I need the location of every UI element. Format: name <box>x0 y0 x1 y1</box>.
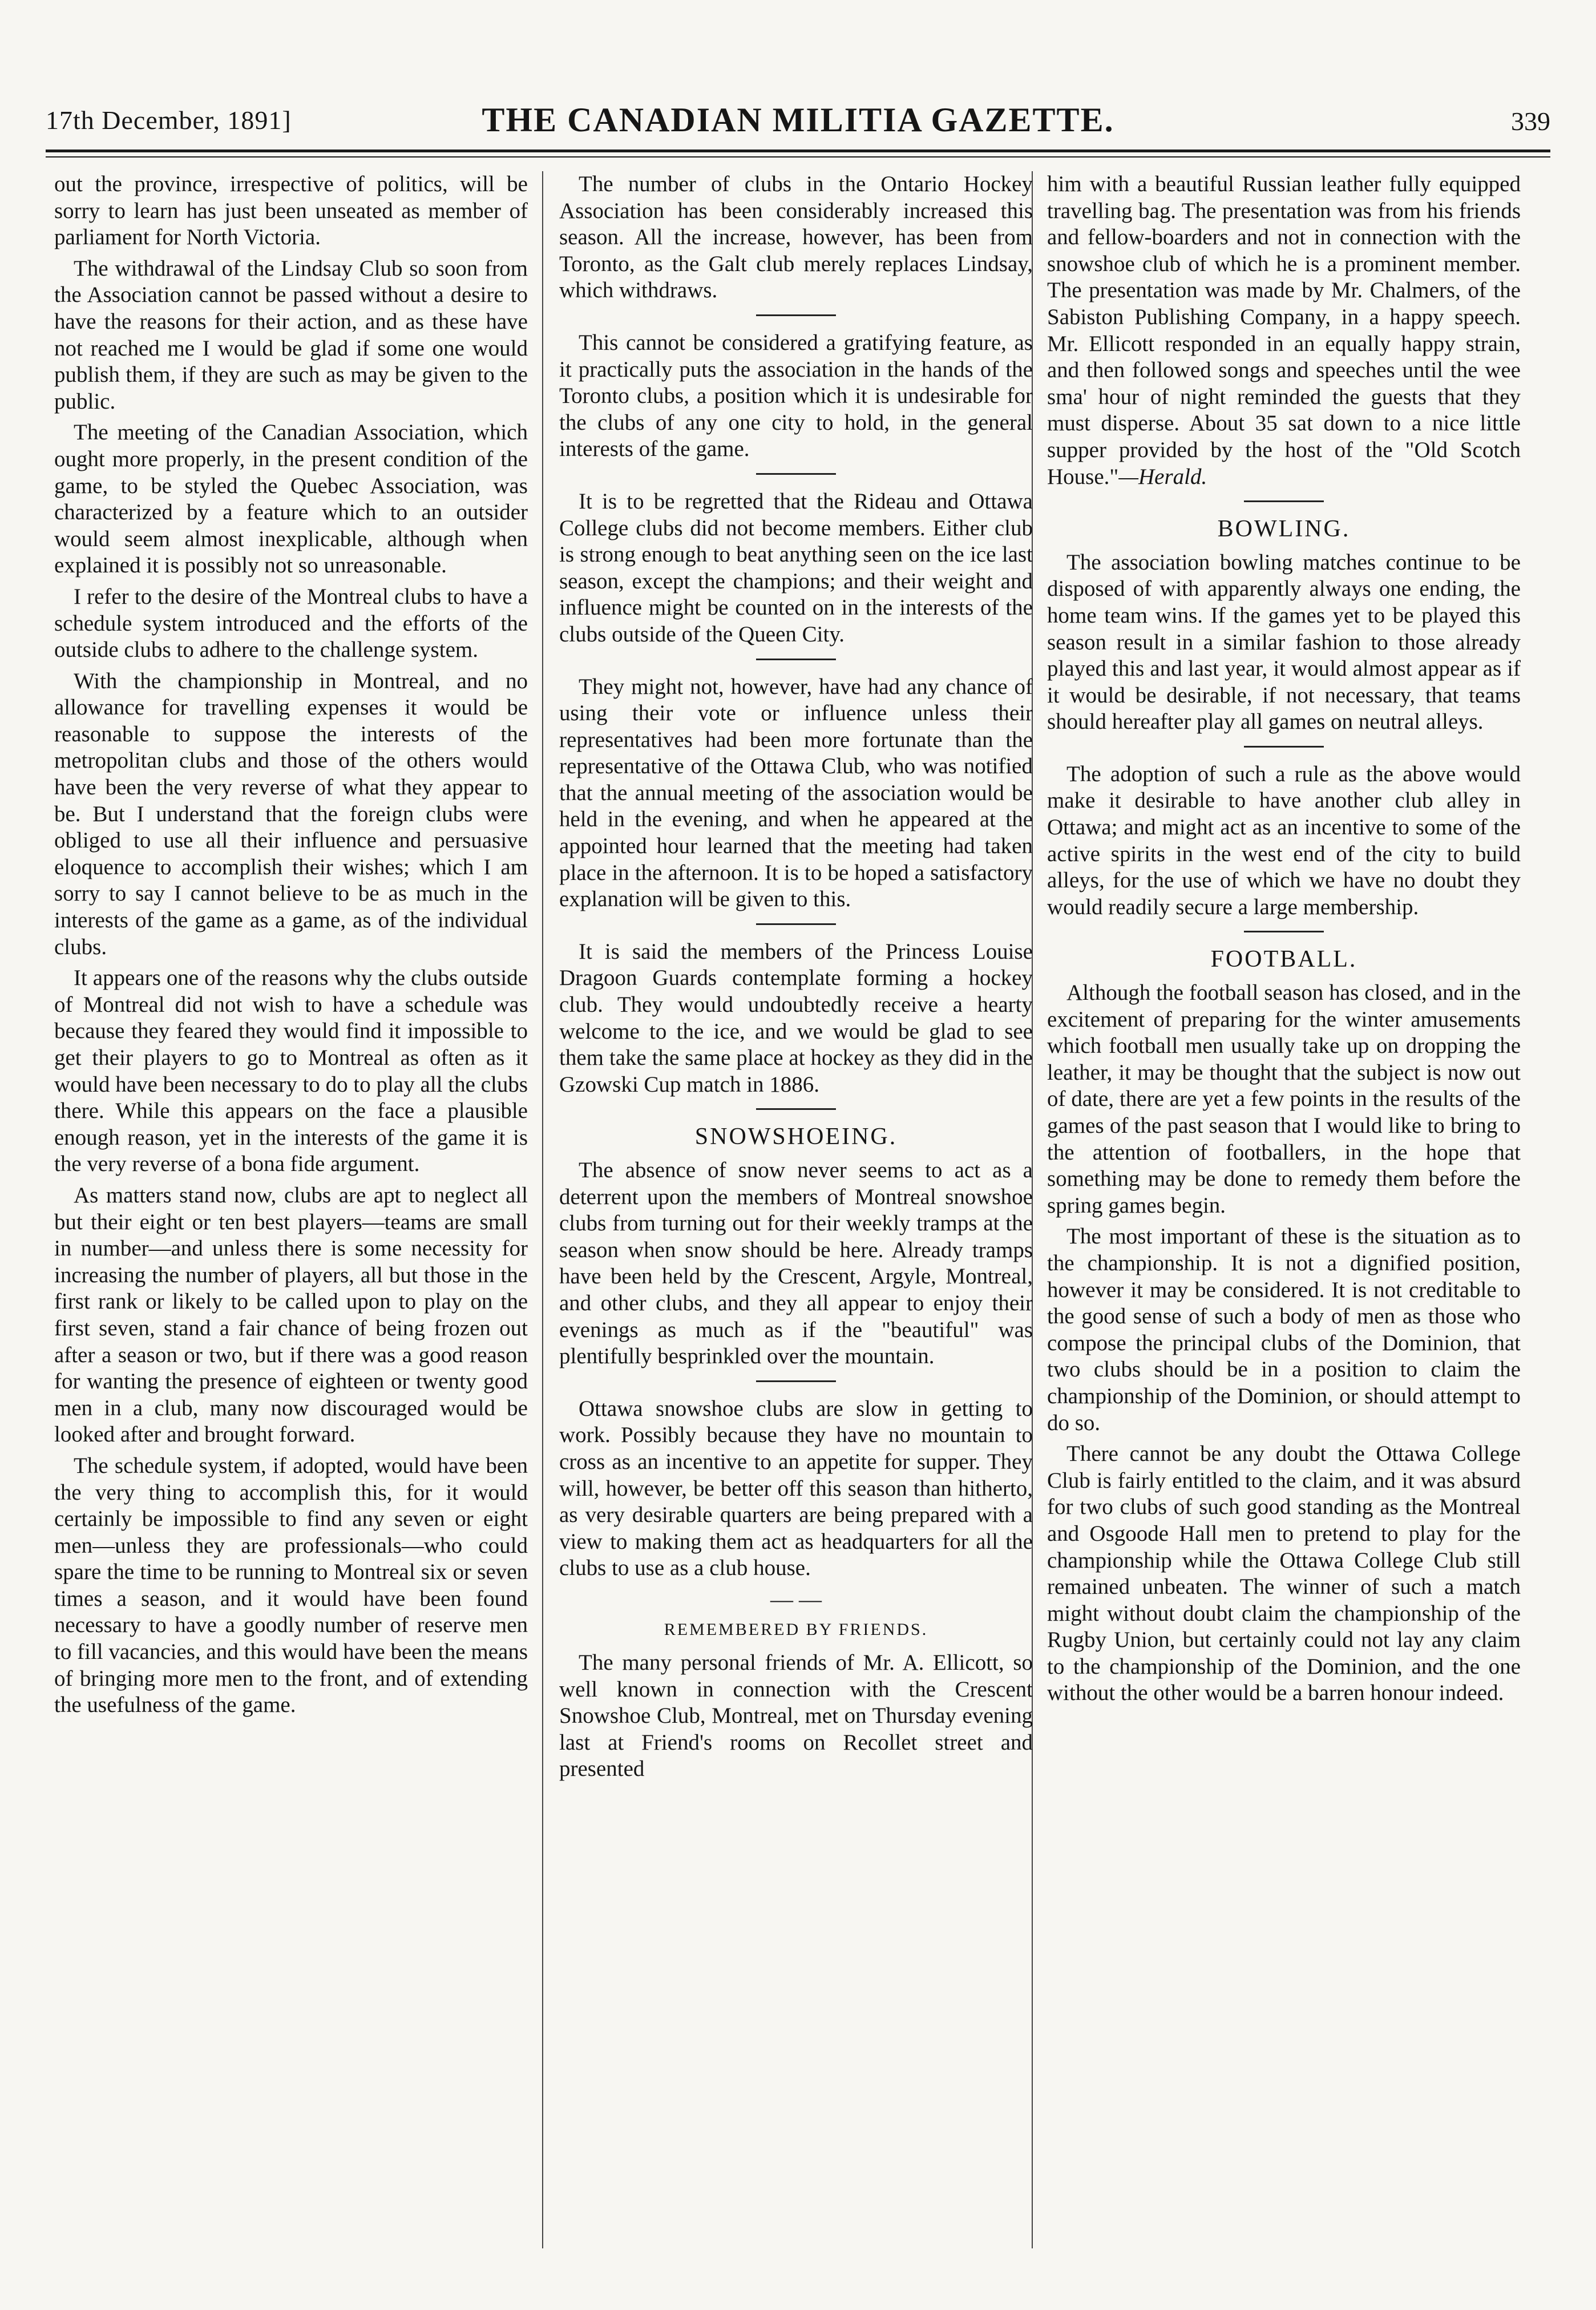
paragraph: The number of clubs in the Ontario Hockey Association has been considerably increased this season. All the increase, however, has been from Toronto, as the Galt club merely replaces Lindsay, which withdraws. <box>559 172 1033 303</box>
page-header <box>46 97 1550 154</box>
section-separator <box>1244 500 1324 502</box>
paragraph: There cannot be any doubt the Ottawa College Club is fairly entitled to the claim, and it was absurd for two clubs of such good standing as the Montreal and Osgoode Hall men to pretend to play for the championship while the Ottawa College Club still remained unbeaten. The winner of such a match might without doubt claim the championship of the Rugby Union, but certainly could not lay any claim to the championship of the Dominion, and the one without the other would be a barren honour indeed. <box>1047 1441 1521 1706</box>
paragraph: The absence of snow never seems to act as a deterrent upon the members of Montreal snowshoe clubs from turning out for their weekly tramps at the season when snow should be here. Already tramps have been held by the Crescent, Argyle, Montreal, and other clubs, and they all appear to enjoy their evenings as much as if the "beautiful" was plentifully besprinkled over the mountain. <box>559 1158 1033 1369</box>
paragraph: It is to be regretted that the Rideau and Ottawa College clubs did not become members. Either club is strong enough to beat anything seen on the ice last season, except the champions; and their weight and influence might be counted on in the interests of the clubs outside of the Queen City. <box>559 488 1033 647</box>
paragraph-text: him with a beautiful Russian leather fully equipped travelling bag. The presentation was from his friends and fellow-boarders and not in connection with the snowshoe club of which he is a prominent member. The presentation was made by Mr. Chalmers, of the Sabiston Publishing Company, in a happy speech. Mr. Ellicott responded in an equally happy strain, and then followed songs and speeches until the wee sma' hour of night reminded the guests that they must disperse. About 35 sat down to a nice little supper provided by the host of the "Old Scotch House." <box>1047 172 1521 489</box>
section-separator <box>756 314 836 316</box>
page-number: 339 <box>1511 107 1550 136</box>
paragraph: The many personal friends of Mr. A. Ellicott, so well known in connection with the Crescent Snowshoe Club, Montreal, met on Thursday evening last at Friend's rooms on Recollet street and presented <box>559 1650 1033 1782</box>
section-separator <box>1244 746 1324 748</box>
section-heading-remembered: REMEMBERED BY FRIENDS. <box>664 1620 928 1639</box>
masthead-title: THE CANADIAN MILITIA GAZETTE. <box>482 101 1114 139</box>
section-heading-bowling: BOWLING. <box>1217 516 1351 543</box>
header-rule-thin <box>46 156 1550 158</box>
source-attribution: —Herald. <box>1118 464 1207 489</box>
paragraph: Although the football season has closed, and in the excitement of preparing for the winter amusements which football men usually take up on dropping the leather, it may be thought that the subject is now out of date, there are yet a few points in the results of the games of the past season that I would like to bring to the attention of footballers, in the hope that something may be done to remedy them before the spring games begin. <box>1047 980 1521 1218</box>
paragraph: They might not, however, have had any chance of using their vote or influence unless their representatives had been more fortunate than the representative of the Ottawa Club, who was notified that the annual meeting of the association would be held in the evening, and when he appeared at the appointed hour learned that the meeting had taken place in the afternoon. It is to be hoped a satisfactory explanation will be given to this. <box>559 674 1033 912</box>
header-rule-thick <box>46 150 1550 152</box>
section-separator-dash: — — <box>770 1586 822 1612</box>
section-separator <box>1244 931 1324 932</box>
paragraph: With the championship in Montreal, and no allowance for travelling expenses it would be reasonable to suppose the interests of the metropolitan clubs and those of the others would have been the very reverse of what they appear to be. But I understand that the foreign clubs were obliged to use all their influence and persuasive eloquence to accomplish their wishes; which I am sorry to say I cannot believe to be as much in the interests of the game as a game, as of the individual clubs. <box>54 668 528 959</box>
section-separator <box>756 923 836 925</box>
paragraph: As matters stand now, clubs are apt to neglect all but their eight or ten best players—teams are small in number—and unless there is some necessity for increasing the number of players, all but those in the first rank or likely to be called upon to play on the first seven, stand a fair chance of being frozen out after a season or two, but if there was a good reason for wanting the presence of eighteen or twenty good men in a club, many now discouraged would be looked after and brought forward. <box>54 1182 528 1447</box>
paragraph: It is said the members of the Princess Louise Dragoon Guards contemplate forming a hockey club. They would undoubtedly receive a hearty welcome to the ice, and we would be glad to see them take the same place at hockey as they did in the Gzowski Cup match in 1886. <box>559 939 1033 1097</box>
section-heading-snowshoeing: SNOWSHOEING. <box>694 1124 898 1150</box>
column-divider-1 <box>542 171 543 2248</box>
paragraph: It appears one of the reasons why the clubs outside of Montreal did not wish to have a schedule was because they feared they would find it impossible to get their players to go to Montreal as often as it would have been necessary to do to play all the clubs there. While this appears on the face a plausible enough reason, yet in the interests of the game it is the very reverse of a bona fide argument. <box>54 966 528 1177</box>
column-1 <box>54 171 528 2271</box>
paragraph: The adoption of such a rule as the above would make it desirable to have another club alley in Ottawa; and might act as an incentive to some of the active spirits in the west end of the city to build alleys, for the use of which we have no doubt they would readily secure a large membership. <box>1047 761 1521 919</box>
header-date: 17th December, 1891] <box>46 106 292 135</box>
section-heading-football: FOOTBALL. <box>1210 946 1357 973</box>
paragraph: I refer to the desire of the Montreal clubs to have a schedule system introduced and the efforts of the outside clubs to adhere to the challenge system. <box>54 584 528 663</box>
paragraph: out the province, irrespective of politics, will be sorry to learn has just been unseated as member of parliament for North Victoria. <box>54 172 528 250</box>
paragraph: The meeting of the Canadian Association, which ought more properly, in the present condition of the game, to be styled the Quebec Association, was characterized by a feature which to an outsider would seem almost inexplicable, although when explained it is possibly not so unreasonable. <box>54 420 528 578</box>
section-separator <box>756 659 836 660</box>
paragraph: The schedule system, if adopted, would have been the very thing to accomplish this, for it would certainly be impossible to find any seven or eight men—unless they are professionals—who could spare the time to be running to Montreal six or seven times a season, and it would have been found necessary to have a goodly number of reserve men to fill vacancies, and this would have been the means of bringing more men to the front, and of extending the usefulness of the game. <box>54 1453 528 1718</box>
section-separator <box>756 1380 836 1382</box>
paragraph: The most important of these is the situation as to the championship. It is not a dignified position, however it may be considered. It is not creditable to the good sense of such a body of men as those who compose the principal clubs of the Dominion, that two clubs should be in a position to claim the championship of the Dominion, or should attempt to do so. <box>1047 1224 1521 1435</box>
paragraph: The withdrawal of the Lindsay Club so soon from the Association cannot be passed without a desire to have the reasons for their action, and as these have not reached me I would be glad if some one would publish them, if they are such as may be given to the public. <box>54 256 528 414</box>
section-separator <box>756 1108 836 1110</box>
paragraph: The association bowling matches continue to be disposed of with apparently always one ending, the home team wins. If the games yet to be played this season result in a similar fashion to those already played this and last year, it would almost appear as if it would be desirable, if not necessary, that teams should hereafter play all games on neutral alleys. <box>1047 550 1521 734</box>
paragraph <box>1047 171 1521 490</box>
section-separator <box>756 473 836 475</box>
column-3 <box>1047 171 1521 2271</box>
paragraph: Ottawa snowshoe clubs are slow in getting to work. Possibly because they have no mountain to cross as an incentive to an appetite for supper. They will, however, be better off this season than hitherto, as very desirable quarters are being prepared with a view to making them act as headquarters for all the clubs to use as a club house. <box>559 1396 1033 1581</box>
paragraph: This cannot be considered a gratifying feature, as it practically puts the association in the hands of the Toronto clubs, a position which it is undesirable for the clubs of any one city to hold, in the general interests of the game. <box>559 330 1033 462</box>
column-2 <box>559 171 1033 2271</box>
